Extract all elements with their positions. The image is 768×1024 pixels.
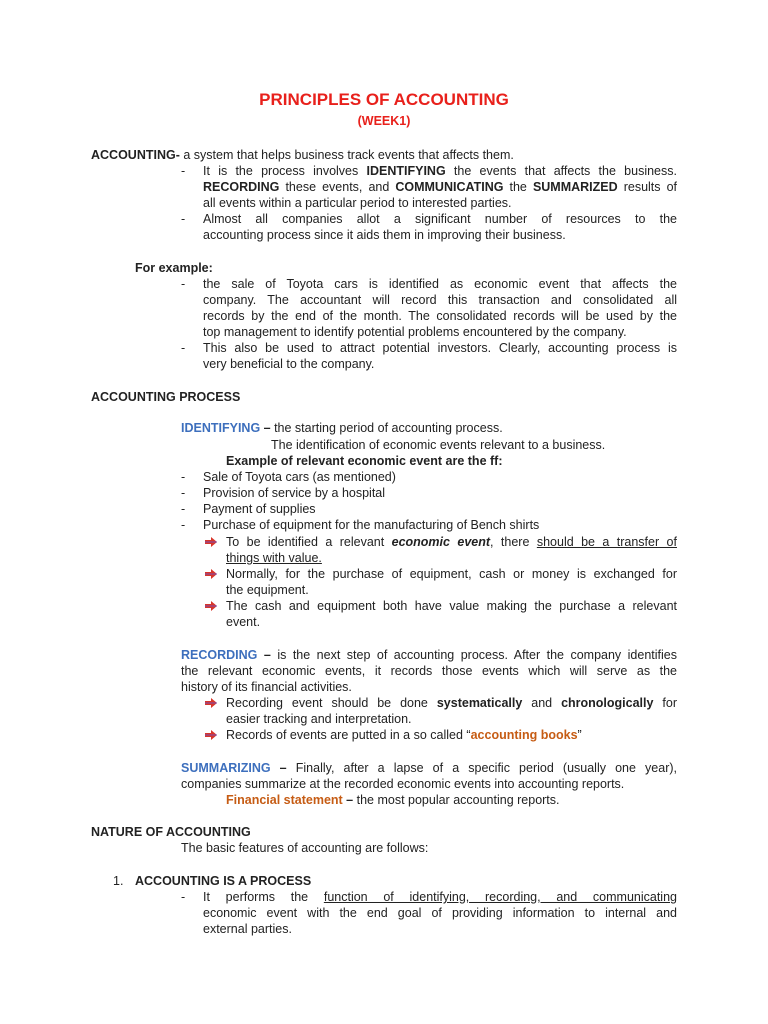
text: Finally, after a lapse of a specific period (usually one year), [295, 761, 677, 775]
summarizing-line-2: companies summarize at the recorded economic events into accounting reports. [181, 777, 625, 791]
em-dash: – [270, 761, 296, 775]
summarizing-term: SUMMARIZING [181, 761, 271, 775]
identifying-keyword: IDENTIFYING [366, 164, 446, 178]
identifying-item-4: Purchase of equipment for the manufacturing of Bench shirts [203, 518, 540, 532]
example-bullet-1-line-4: top management to identify potential problems encountered by the company. [203, 325, 627, 339]
text: and [522, 696, 562, 710]
example-bullet-2-line-2: very beneficial to the company. [203, 357, 375, 371]
example-bullet-1-line-1: the sale of Toyota cars is identified as economic event that affects the [203, 277, 677, 291]
nature-bullet-line-2: economic event with the end goal of providing information to internal and [203, 906, 677, 920]
intro-bullet-1-line-3: all events within a particular period to interested parties. [203, 196, 512, 210]
recording-line-1 [181, 647, 677, 663]
text: ” [577, 728, 582, 742]
list-number: 1. [113, 874, 124, 888]
bullet-dash: - [181, 470, 186, 484]
nature-intro: The basic features of accounting are follows: [181, 841, 429, 855]
bullet-dash: - [181, 212, 186, 226]
identifying-arrow-2-line-1: Normally, for the purchase of equipment, cash or money is exchanged for [226, 567, 677, 581]
summarizing-line-1 [181, 760, 677, 776]
identifying-arrow-3-line-1: The cash and equipment both have value making the purchase a relevant [226, 599, 677, 613]
identifying-item-1: Sale of Toyota cars (as mentioned) [203, 470, 396, 484]
accounting-definition-text: a system that helps business track events that affects them. [179, 148, 514, 162]
arrow-bullet-icon [205, 537, 217, 547]
arrow-bullet-icon [205, 698, 217, 708]
arrow-bullet-icon [205, 730, 217, 740]
bullet-dash: - [181, 164, 186, 178]
identifying-line [181, 420, 503, 436]
em-dash: – [257, 648, 278, 662]
text: It is the process involves [203, 164, 367, 178]
recording-arrow-2 [226, 727, 582, 743]
nature-bullet-line-1 [203, 889, 677, 905]
arrow-bullet-icon [205, 601, 217, 611]
accounting-term: ACCOUNTING- [91, 148, 180, 162]
example-heading: For example: [135, 261, 213, 275]
accounting-books-term: accounting books [470, 728, 578, 742]
chronologically-term: chronologically [561, 696, 654, 710]
text: To be identified a relevant [226, 535, 392, 549]
intro-bullet-1-line-1 [203, 163, 677, 179]
page-subtitle: (WEEK1) [357, 114, 411, 128]
bullet-dash: - [181, 890, 186, 904]
bullet-dash: - [181, 518, 186, 532]
text: results of [617, 180, 677, 194]
nature-bullet-line-3: external parties. [203, 922, 292, 936]
identifying-desc-2: The identification of economic events relevant to a business. [271, 438, 606, 452]
financial-statement-line [226, 792, 560, 808]
text: Recording event should be done [226, 696, 437, 710]
em-dash: – [342, 793, 357, 807]
bullet-dash: - [181, 277, 186, 291]
systematically-term: systematically [436, 696, 523, 710]
identifying-arrow-1-line-1 [226, 534, 677, 550]
recording-term: RECORDING [181, 648, 258, 662]
em-dash: – [260, 421, 275, 435]
economic-event-term: economic event [391, 535, 491, 549]
identifying-arrow-1-line-2: things with value. [226, 551, 322, 565]
example-bullet-1-line-3: records by the end of the month. The consolidated records will be used by the [203, 309, 677, 323]
example-bullet-1-line-2: company. The accountant will record this transaction and consolidated all [203, 293, 677, 307]
communicating-keyword: COMMUNICATING [395, 180, 504, 194]
identifying-example-heading: Example of relevant economic event are the ff: [226, 454, 503, 468]
intro-bullet-1-line-2 [203, 179, 677, 195]
text: these events, and [279, 180, 396, 194]
text: is the next step of accounting process. After the company identifies [277, 648, 677, 662]
recording-arrow-1-line-2: easier tracking and interpretation. [226, 712, 412, 726]
intro-bullet-2-line-2: accounting process since it aids them in improving their business. [203, 228, 566, 242]
summarized-keyword: SUMMARIZED [532, 180, 618, 194]
identifying-desc: the starting period of accounting process. [274, 421, 503, 435]
text: It performs the [203, 890, 324, 904]
text: the [503, 180, 533, 194]
text: Records of events are putted in a so called “ [226, 728, 471, 742]
text: for [653, 696, 678, 710]
process-heading: ACCOUNTING PROCESS [91, 390, 241, 404]
intro-bullet-2-line-1: Almost all companies allot a significant number of resources to the [203, 212, 677, 226]
bullet-dash: - [181, 486, 186, 500]
arrow-bullet-icon [205, 569, 217, 579]
recording-line-3: history of its financial activities. [181, 680, 352, 694]
text: the events that affects the business. [445, 164, 677, 178]
text: the most popular accounting reports. [356, 793, 560, 807]
accounting-definition [91, 147, 514, 163]
identifying-item-2: Provision of service by a hospital [203, 486, 386, 500]
underlined-text: should be a transfer of [536, 535, 677, 549]
financial-statement-term: Financial statement [226, 793, 343, 807]
underlined-text: function of identifying, recording, and communicating [323, 890, 677, 904]
bullet-dash: - [181, 341, 186, 355]
recording-keyword: RECORDING [203, 180, 280, 194]
text: , there [490, 535, 537, 549]
bullet-dash: - [181, 502, 186, 516]
identifying-arrow-2-line-2: the equipment. [226, 583, 309, 597]
recording-line-2: the relevant economic events, it records those events which will serve as the [181, 664, 677, 678]
example-bullet-2-line-1: This also be used to attract potential investors. Clearly, accounting process is [203, 341, 677, 355]
nature-item-1-title: ACCOUNTING IS A PROCESS [135, 874, 312, 888]
identifying-item-3: Payment of supplies [203, 502, 316, 516]
page-title: PRINCIPLES OF ACCOUNTING [259, 90, 509, 109]
recording-arrow-1-line-1 [226, 695, 677, 711]
identifying-arrow-3-line-2: event. [226, 615, 261, 629]
identifying-term: IDENTIFYING [181, 421, 261, 435]
nature-heading: NATURE OF ACCOUNTING [91, 825, 251, 839]
